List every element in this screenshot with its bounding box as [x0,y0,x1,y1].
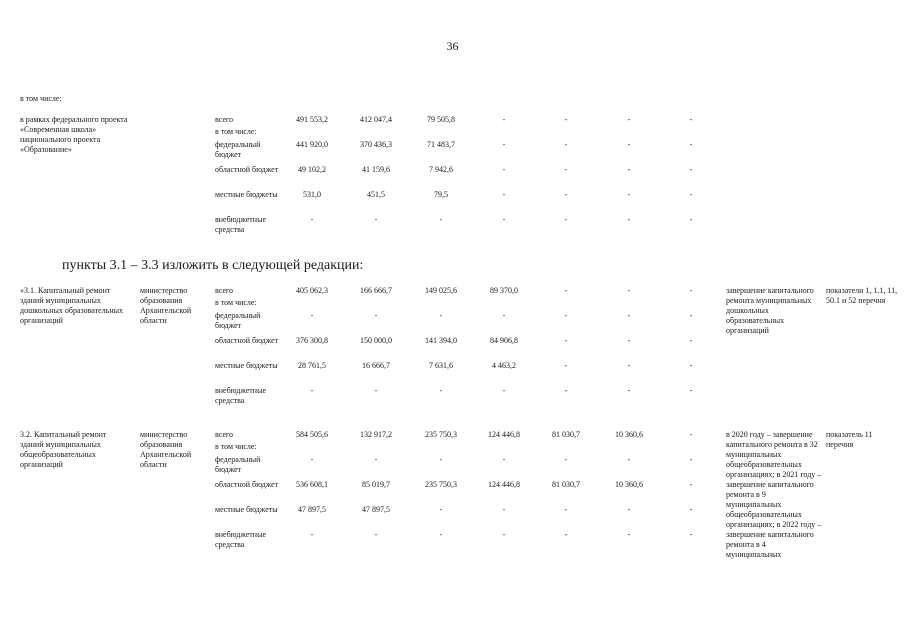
funding-value-cell: - [564,455,568,464]
funding-value-cell: 141 394,0 [425,336,457,345]
funding-value-cell: - [689,386,693,395]
funding-value-cell: 370 436,3 [360,140,392,149]
funding-value-cell: - [689,140,693,149]
funding-value-cell: - [627,165,631,174]
funding-value-cell: - [310,455,314,464]
item-3-2-name: 3.2. Капитальный ремонт зданий муниципальных общеобразовательных организаций [20,430,107,469]
funding-value-cell: - [502,165,506,174]
funding-value-cell: 47 897,5 [362,505,390,514]
funding-value-cell: - [689,286,693,295]
funding-value-cell: - [310,530,314,539]
funding-value-cell: 47 897,5 [298,505,326,514]
funding-value-cell: 235 750,3 [425,480,457,489]
item-3-2-result: в 2020 году – завершение капитального ремонта в 32 муниципальных общеобразовательных организациях; в 2021 году – завершение капитального ремонта в 9 муниципальных общеобразовательных организациях; в 2022 году – завершение капитального ремонта в 4 муниципальных [726,430,822,559]
funding-value-cell: - [564,530,568,539]
funding-value-cell: 441 920,0 [296,140,328,149]
funding-source-label: в том числе: [215,127,257,136]
funding-value-cell: 81 030,7 [552,480,580,489]
funding-value-cell: - [564,311,568,320]
funding-value-cell: 4 463,2 [492,361,516,370]
funding-value-cell: - [564,190,568,199]
funding-value-cell: 536 608,1 [296,480,328,489]
funding-source-label: всего [215,115,234,124]
funding-source-label: областной бюджет [215,336,279,345]
item-3-1-indicator: показатели 1, 1.1, 11, 50.1 и 52 перечня [826,286,898,305]
funding-value-cell: - [502,386,506,395]
funding-value-cell: - [689,190,693,199]
funding-value-cell: - [564,386,568,395]
funding-value-cell: 149 025,6 [425,286,457,295]
funding-value-cell: - [689,530,693,539]
program-name: в рамках федерального проекта «Современная школа» национального проекта «Образование» [20,115,128,154]
funding-value-cell: 84 906,8 [490,336,518,345]
funding-value-cell: - [439,455,443,464]
funding-value-cell: 584 505,6 [296,430,328,439]
funding-value-cell: 28 761,5 [298,361,326,370]
funding-value-cell: 85 019,7 [362,480,390,489]
funding-value-cell: 49 102,2 [298,165,326,174]
funding-value-cell: - [689,165,693,174]
funding-value-cell: - [627,115,631,124]
funding-value-cell: 81 030,7 [552,430,580,439]
funding-source-label: местные бюджеты [215,505,278,514]
funding-value-cell: 150 000,0 [360,336,392,345]
funding-value-cell: - [627,311,631,320]
funding-value-cell: - [627,140,631,149]
funding-value-cell: - [627,215,631,224]
funding-value-cell: 235 750,3 [425,430,457,439]
funding-source-label: внебюджетные средства [215,215,266,234]
funding-value-cell: - [564,115,568,124]
funding-value-cell: 405 062,3 [296,286,328,295]
funding-value-cell: - [627,361,631,370]
funding-source-label: в том числе: [215,442,257,451]
funding-value-cell: - [439,530,443,539]
funding-value-cell: - [310,215,314,224]
funding-value-cell: 16 666,7 [362,361,390,370]
funding-value-cell: - [627,505,631,514]
page-number: 36 [446,39,459,53]
funding-value-cell: - [502,505,506,514]
funding-value-cell: - [439,505,443,514]
funding-source-label: всего [215,286,234,295]
funding-value-cell: - [502,115,506,124]
funding-value-cell: - [374,455,378,464]
funding-value-cell: - [689,480,693,489]
funding-value-cell: - [564,361,568,370]
funding-value-cell: - [689,361,693,370]
funding-value-cell: 531,0 [303,190,321,199]
funding-value-cell: - [627,190,631,199]
funding-source-label: федеральный бюджет [215,311,261,330]
item-3-2-executor: министерство образования Архангельской области [140,430,192,469]
funding-value-cell: - [689,215,693,224]
funding-source-label: областной бюджет [215,480,279,489]
edit-heading: пункты 3.1 – 3.3 изложить в следующей редакции: [62,258,364,273]
funding-value-cell: 491 553,2 [296,115,328,124]
funding-value-cell: - [627,386,631,395]
funding-value-cell: - [689,336,693,345]
funding-value-cell: - [502,311,506,320]
funding-value-cell: 41 159,6 [362,165,390,174]
funding-value-cell: - [689,311,693,320]
funding-source-label: в том числе: [215,298,257,307]
funding-value-cell: - [439,215,443,224]
funding-value-cell: - [502,215,506,224]
funding-value-cell: 124 446,8 [488,480,520,489]
item-3-2-indicator: показатель 11 перечня [826,430,873,449]
funding-value-cell: - [310,386,314,395]
funding-value-cell: 451,5 [367,190,385,199]
funding-value-cell: 166 666,7 [360,286,392,295]
funding-source-label: местные бюджеты [215,190,278,199]
funding-value-cell: 79,5 [434,190,448,199]
funding-value-cell: 71 483,7 [427,140,455,149]
funding-value-cell: - [374,530,378,539]
funding-value-cell: - [689,505,693,514]
funding-value-cell: 10 360,6 [615,430,643,439]
funding-value-cell: - [439,386,443,395]
funding-value-cell: 132 917,2 [360,430,392,439]
funding-value-cell: - [627,530,631,539]
funding-value-cell: 7 942,6 [429,165,453,174]
funding-source-label: местные бюджеты [215,361,278,370]
funding-source-label: федеральный бюджет [215,455,261,474]
funding-value-cell: 89 370,0 [490,286,518,295]
funding-value-cell: - [564,336,568,345]
funding-value-cell: - [502,530,506,539]
funding-value-cell: - [374,311,378,320]
funding-value-cell: - [310,311,314,320]
funding-value-cell: - [564,140,568,149]
funding-value-cell: - [689,430,693,439]
funding-source-label: областной бюджет [215,165,279,174]
funding-value-cell: - [564,215,568,224]
funding-value-cell: - [627,286,631,295]
funding-value-cell: - [689,455,693,464]
funding-value-cell: - [564,286,568,295]
item-3-1-result: завершение капитального ремонта муниципальных дошкольных образовательных организаций [726,286,814,335]
funding-value-cell: - [439,311,443,320]
funding-source-label: внебюджетные средства [215,530,266,549]
funding-source-label: всего [215,430,234,439]
funding-value-cell: - [502,140,506,149]
intro-label: в том числе: [20,94,62,103]
funding-source-label: внебюджетные средства [215,386,266,405]
funding-source-label: федеральный бюджет [215,140,261,159]
funding-value-cell: - [564,505,568,514]
funding-value-cell: - [502,190,506,199]
funding-value-cell: 376 300,8 [296,336,328,345]
funding-value-cell: 79 505,8 [427,115,455,124]
funding-value-cell: 7 631,6 [429,361,453,370]
funding-value-cell: - [627,455,631,464]
funding-value-cell: - [374,386,378,395]
funding-value-cell: - [564,165,568,174]
funding-value-cell: - [627,336,631,345]
funding-value-cell: - [502,455,506,464]
funding-value-cell: 412 047,4 [360,115,392,124]
item-3-1-executor: министерство образования Архангельской области [140,286,192,325]
item-3-1-name: «3.1. Капитальный ремонт зданий муниципальных дошкольных образовательных организаций [20,286,123,325]
funding-value-cell: 124 446,8 [488,430,520,439]
funding-value-cell: - [374,215,378,224]
funding-value-cell: 10 360,6 [615,480,643,489]
funding-value-cell: - [689,115,693,124]
